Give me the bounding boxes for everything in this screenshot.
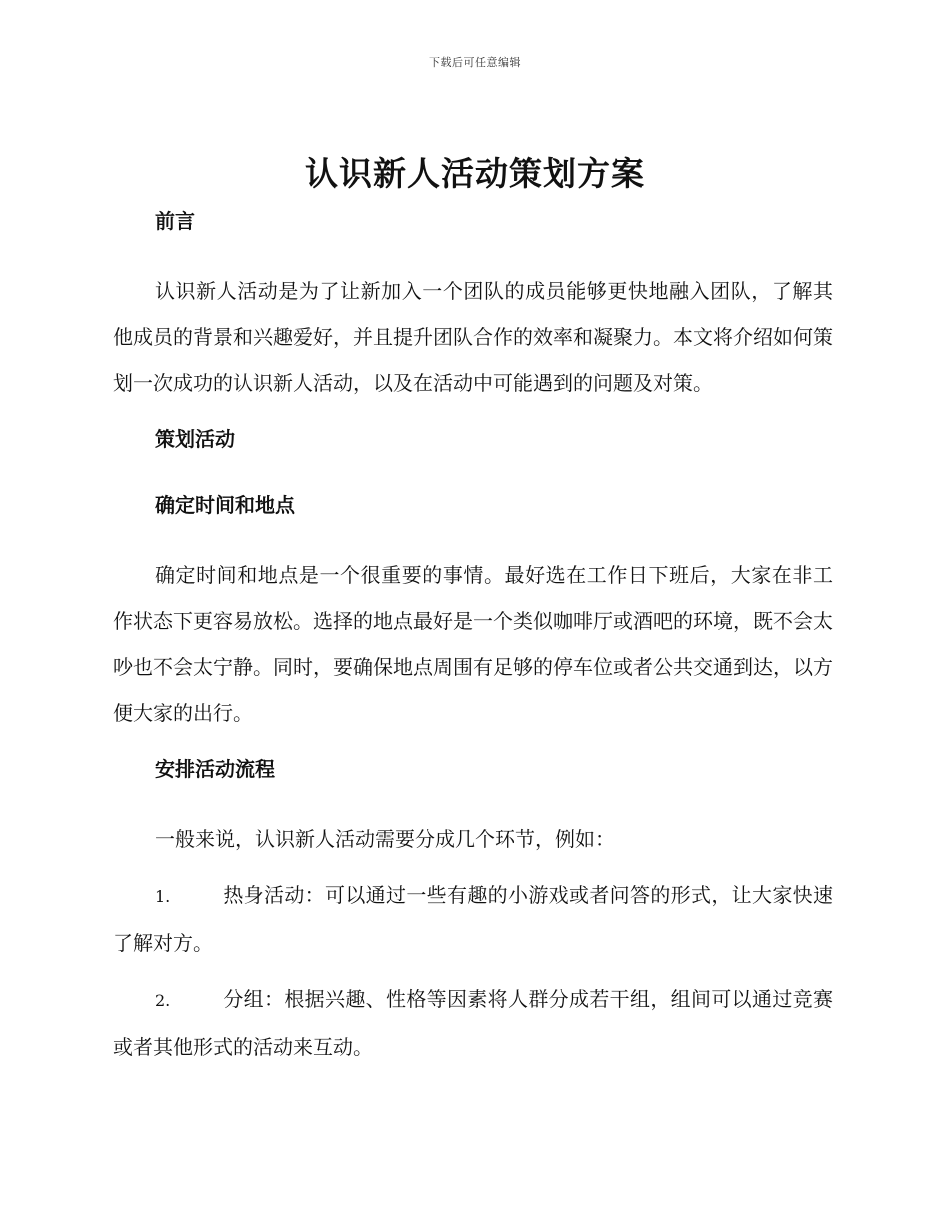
list-item bbox=[113, 872, 833, 966]
list-item-number: 1. bbox=[155, 887, 171, 906]
header-note: 下载后可任意编辑 bbox=[429, 56, 521, 69]
list-item-number: 2. bbox=[155, 991, 171, 1010]
document-title: 认识新人活动策划方案 bbox=[305, 154, 645, 193]
document-body bbox=[113, 202, 833, 1080]
time-place-paragraph: 确定时间和地点是一个很重要的事情。最好选在工作日下班后，大家在非工作状态下更容易放松。选择的地点最好是一个类似咖啡厅或酒吧的环境，既不会太吵也不会太宁静。同时，要确保地点周围有足够的停车位或者公共交通到达，以方便大家的出行。 bbox=[113, 563, 833, 725]
list-item-text: 分组：根据兴趣、性格等因素将人群分成若干组，组间可以通过竞赛或者其他形式的活动来互动。 bbox=[113, 987, 833, 1059]
flow-heading: 安排活动流程 bbox=[155, 757, 275, 781]
flow-intro-paragraph: 一般来说，认识新人活动需要分成几个环节，例如： bbox=[155, 827, 615, 851]
time-place-heading: 确定时间和地点 bbox=[155, 493, 295, 517]
plan-heading: 策划活动 bbox=[155, 427, 235, 451]
preface-paragraph: 认识新人活动是为了让新加入一个团队的成员能够更快地融入团队，了解其他成员的背景和兴趣爱好，并且提升团队合作的效率和凝聚力。本文将介绍如何策划一次成功的认识新人活动，以及在活动中可能遇到的问题及对策。 bbox=[113, 279, 833, 395]
list-item-text: 热身活动：可以通过一些有趣的小游戏或者问答的形式，让大家快速了解对方。 bbox=[113, 883, 833, 955]
list-item bbox=[113, 976, 833, 1070]
preface-heading: 前言 bbox=[155, 209, 195, 233]
